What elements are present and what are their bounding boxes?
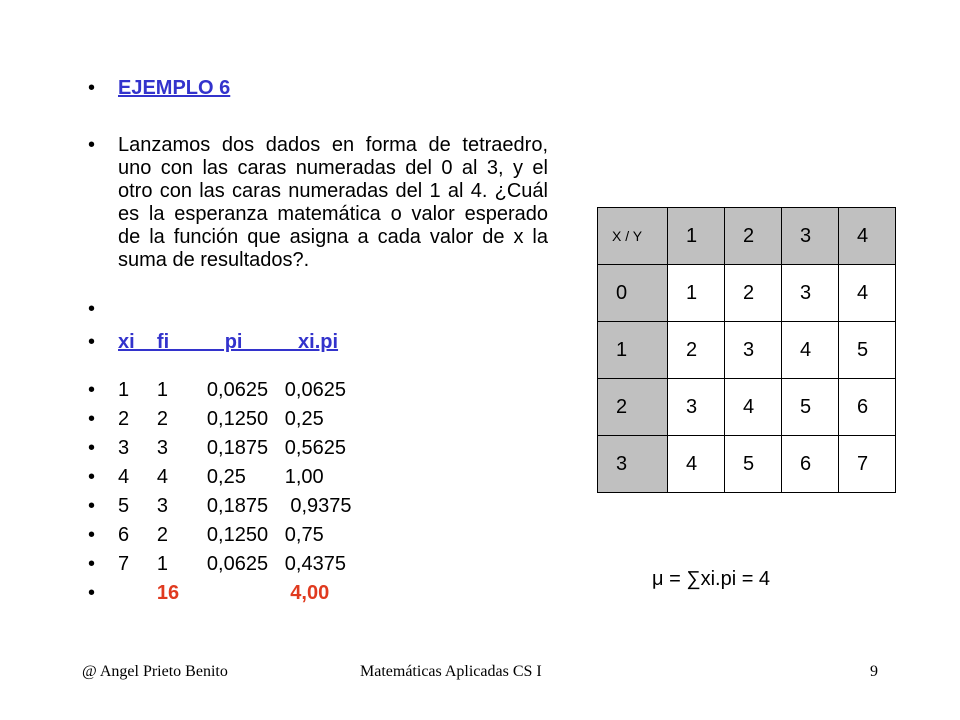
bullet-dot: • [88, 134, 96, 156]
bullet-dot: • [88, 524, 96, 546]
table-cell: 4 [725, 379, 782, 436]
bullet-dot: • [88, 77, 96, 99]
bullet-dot: • [88, 408, 96, 430]
table-header-row [598, 208, 896, 265]
table-row [598, 322, 896, 379]
row-text: 6 2 0,1250 0,75 [118, 524, 324, 546]
row-header: 3 [598, 436, 668, 493]
table-cell: 1 [668, 265, 725, 322]
table-cell: 3 [782, 265, 839, 322]
bullet-dot: • [88, 553, 96, 575]
table-cell: 5 [725, 436, 782, 493]
footer-page-number: 9 [870, 663, 878, 680]
bullet-dot: • [88, 298, 96, 320]
row-header: 0 [598, 265, 668, 322]
expected-value-formula: μ = ∑xi.pi = 4 [652, 568, 771, 590]
table-cell: 3 [668, 379, 725, 436]
table-cell: 5 [839, 322, 896, 379]
table-row [598, 436, 896, 493]
table-cell: 5 [782, 379, 839, 436]
question-text: Lanzamos dos dados en forma de tetraedro, uno con las caras numeradas del 0 al 3, y el otro con las caras numeradas del 1 al 4. ¿Cuál es la esperanza matemática o valor esperado de la función que asigna a cada valor de x la suma de resultados?. [118, 134, 548, 271]
row-header: 1 [598, 322, 668, 379]
col-header: 4 [839, 208, 896, 265]
row-text: 2 2 0,1250 0,25 [118, 408, 324, 430]
row-text: 1 1 0,0625 0,0625 [118, 379, 346, 401]
table-cell: 6 [839, 379, 896, 436]
row-text: 3 3 0,1875 0,5625 [118, 437, 346, 459]
row-text: 4 4 0,25 1,00 [118, 466, 324, 488]
bullet-dot: • [88, 466, 96, 488]
table-row [598, 379, 896, 436]
table-cell: 7 [839, 436, 896, 493]
col-header: 1 [668, 208, 725, 265]
row-text: 5 3 0,1875 0,9375 [118, 495, 352, 517]
table-row [598, 265, 896, 322]
table-header-text: xi fi pi xi.pi [118, 331, 339, 353]
table-cell: 3 [725, 322, 782, 379]
footer-course: Matemáticas Aplicadas CS I [360, 663, 542, 680]
table-cell: 6 [782, 436, 839, 493]
row-text: 7 1 0,0625 0,4375 [118, 553, 346, 575]
footer-author: @ Angel Prieto Benito [82, 663, 228, 680]
bullet-dot: • [88, 582, 96, 604]
corner-cell: X / Y [598, 208, 668, 265]
col-header: 3 [782, 208, 839, 265]
table-cell: 4 [668, 436, 725, 493]
table-cell: 2 [725, 265, 782, 322]
bullet-dot: • [88, 379, 96, 401]
bullet-dot: • [88, 331, 96, 353]
sum-table [597, 207, 896, 493]
table-cell: 2 [668, 322, 725, 379]
table-cell: 4 [782, 322, 839, 379]
bullet-dot: • [88, 495, 96, 517]
table-cell: 4 [839, 265, 896, 322]
row-header: 2 [598, 379, 668, 436]
total-text: 16 4,00 [118, 582, 330, 604]
example-title: EJEMPLO 6 [118, 77, 231, 99]
col-header: 2 [725, 208, 782, 265]
bullet-dot: • [88, 437, 96, 459]
